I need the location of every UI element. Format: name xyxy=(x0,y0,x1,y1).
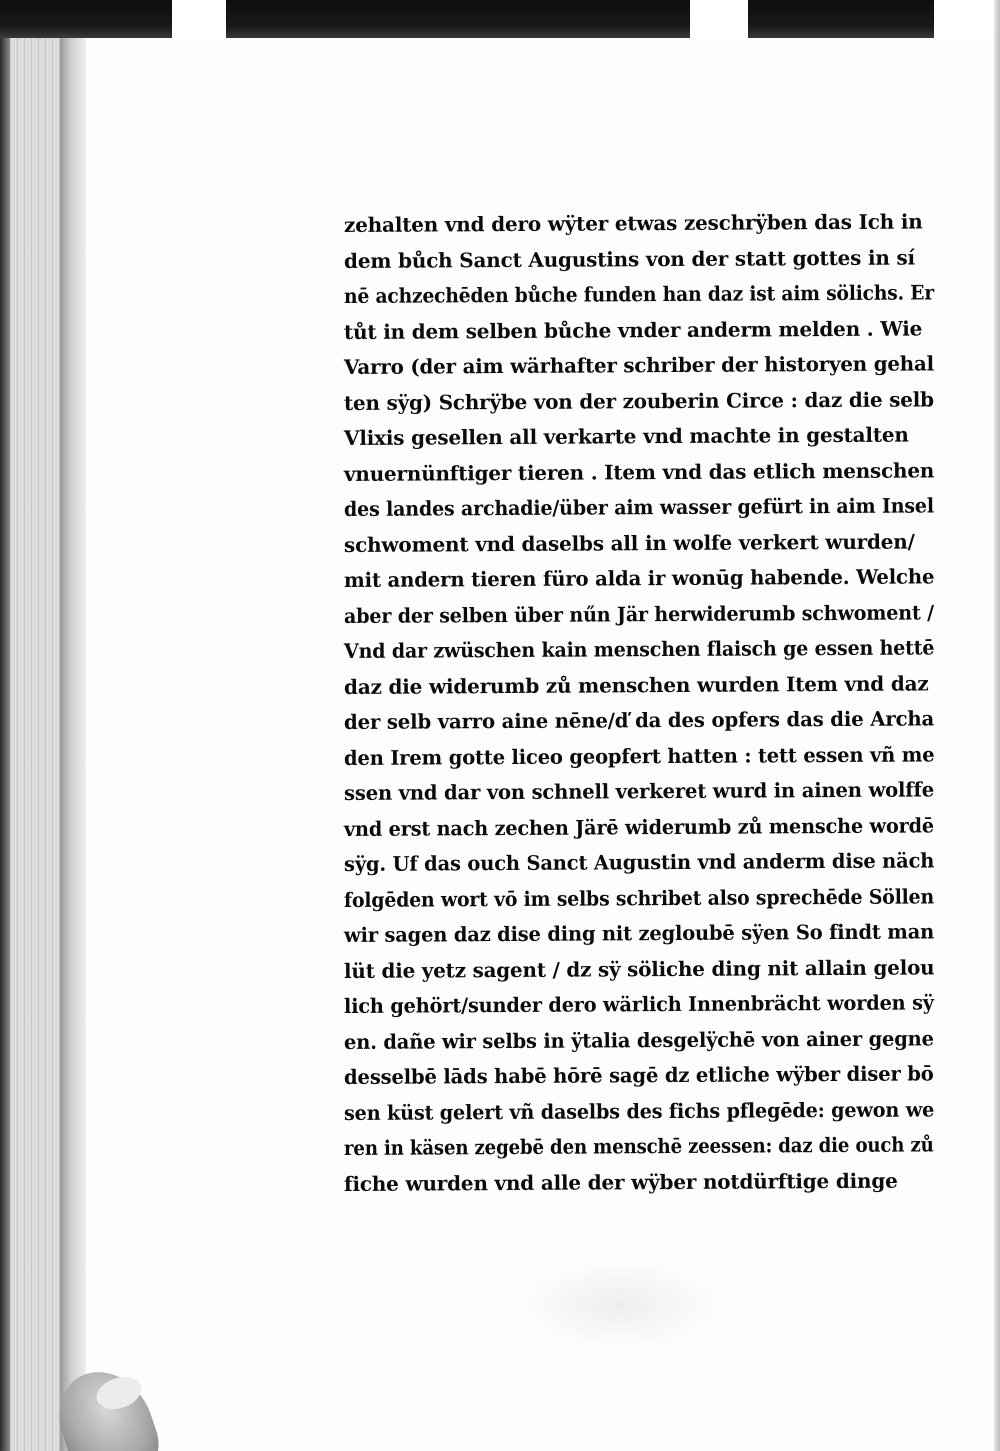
text-line: der selb varro aine nēne/ď da des opfers das die Archa xyxy=(343,706,935,734)
text-line: Vnd dar zwüschen kain menschen flaisch ge essen hettē xyxy=(343,635,935,663)
text-line: sen küst gelert vñ daselbs des fichs pflegēde: gewon we xyxy=(343,1096,935,1125)
text-line: wir sagen daz dise ding nit zegloubē sÿen So findt man xyxy=(343,919,935,947)
text-line: desselbē lāds habē hōrē sagē dz etliche wÿber diser bō xyxy=(343,1061,934,1089)
text-line: folgēden wort vō im selbs schribet also sprechēde Söllen xyxy=(343,883,935,912)
text-line: Varro (der aim wärhafter schriber der historyen gehal xyxy=(343,351,935,379)
text-line: zehalten vnd dero wÿter etwas zeschrÿben das Ich in xyxy=(343,209,923,237)
page-right-edge xyxy=(994,0,1000,1451)
text-line: Vlixis gesellen all verkarte vnd machte in gestalten xyxy=(343,422,909,450)
text-line: den Irem gotte liceo geopfert hatten : tett essen vñ me xyxy=(343,741,935,770)
text-line: nē achzechēden bůche funden han daz ist aim sölichs. Er xyxy=(343,280,935,308)
scan-top-edge xyxy=(0,0,1000,38)
text-line: fiche wurden vnd alle der wÿber notdürftige dinge xyxy=(343,1168,898,1196)
text-line: ten sÿg) Schrÿbe von der zouberin Circe : daz die selb xyxy=(343,386,934,415)
text-line: en. dañe wir selbs in ÿtalia desgelÿchē von ainer gegne xyxy=(343,1025,934,1054)
text-line: aber der selben über nűn Jär herwiderumb schwoment / xyxy=(343,599,934,628)
text-line: daz die widerumb zů menschen wurden Item vnd daz xyxy=(343,670,929,699)
text-line: tůt in dem selben bůche vnder anderm melden . Wie xyxy=(343,315,923,344)
text-line: ssen vnd dar von schnell verkeret wurd in ainen wolffe xyxy=(343,777,935,805)
binding-shadow xyxy=(0,38,10,1451)
text-line: ren in käsen zegebē den menschē zeessen: daz die ouch zů xyxy=(343,1132,934,1160)
page-text-block xyxy=(344,208,944,1202)
text-line: vnd erst nach zechen Järē widerumb zů mensche wordē xyxy=(343,812,934,841)
text-line: vnuernünftiger tieren . Item vnd das etlich menschen xyxy=(343,457,935,486)
text-line: mit andern tieren füro alda ir wonūg habende. Welche xyxy=(343,564,935,592)
text-line: lüt die yetz sagent / dz sÿ söliche ding nit allain gelou xyxy=(343,954,935,983)
text-line: sÿg. Uf das ouch Sanct Augustin vnd anderm dise näch xyxy=(343,848,935,876)
text-line: schwoment vnd daselbs all in wolfe verkert wurden/ xyxy=(343,529,915,557)
text-line: des landes archadie/über aim wasser gefürt in aim Insel xyxy=(343,493,934,521)
text-line: dem bůch Sanct Augustins von der statt gottes in sí xyxy=(343,245,915,273)
text-line: lich gehört/sunder dero wärlich Innenbrächt worden sÿ xyxy=(343,990,934,1018)
page-stack-shadow xyxy=(60,38,88,1451)
